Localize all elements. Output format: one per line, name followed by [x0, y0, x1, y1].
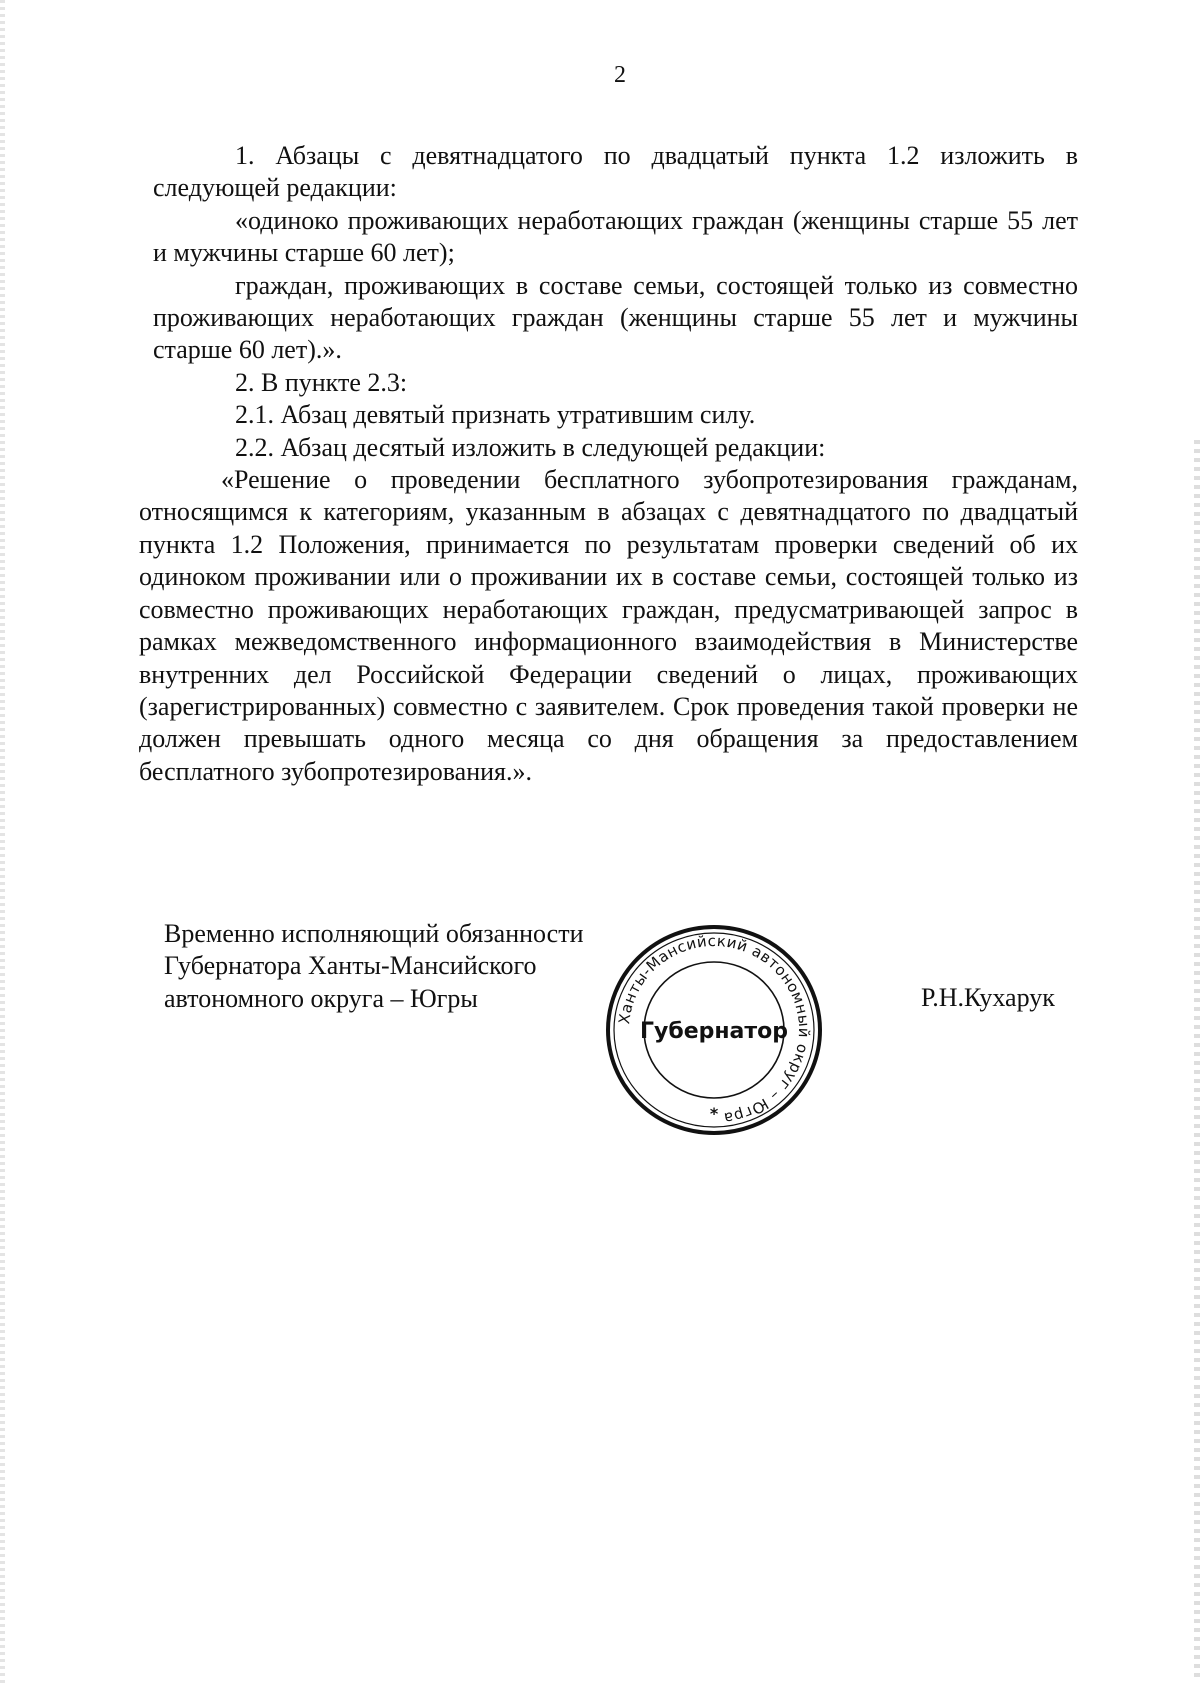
official-seal [600, 915, 828, 1135]
document-body [139, 140, 1078, 788]
paragraph-4: 2. В пункте 2.3: [235, 367, 408, 397]
page-number: 2 [614, 62, 626, 88]
paragraph-6: 2.2. Абзац десятый изложить в следующей редакции: [235, 432, 826, 462]
signatory-name: Р.Н.Кухарук [921, 983, 1055, 1012]
scan-edge-right [1194, 440, 1200, 1680]
paragraph-5: 2.1. Абзац девятый признать утратившим силу. [235, 400, 756, 430]
seal-ring-text: Ханты-Мансийский автономный округ – Югра [615, 931, 814, 1128]
signatory-position-line-3: автономного округа – Югры [164, 983, 478, 1013]
paragraph-3: граждан, проживающих в составе семьи, состоящей только из совместно проживающих неработающих граждан (женщины старше 55 лет и мужчины старше 60 лет).». [153, 270, 1078, 365]
scan-edge-left [0, 0, 5, 1686]
signatory-position-line-1: Временно исполняющий обязанности [164, 919, 584, 948]
paragraph-7: «Решение о проведении бесплатного зубопротезирования гражданам, относящимся к категориям, указанным в абзацах с девятнадцатого по двадцатый пункта 1.2 Положения, принимается по результатам проверки сведений об их одиноком проживании или о проживании их в составе семьи, состоящей только из совместно проживающих неработающих граждан, предусматривающей запрос в рамках межведомственного информационного взаимодействия в Министерстве внутренних дел Российской Федерации сведений о лицах, проживающих (зарегистрированных) совместно с заявителем. Срок проведения такой проверки не должен превышать одного месяца со дня обращения за предоставлением бесплатного зубопротезирования.». [139, 465, 1078, 786]
signatory-position-line-2: Губернатора Ханты-Мансийского [164, 951, 537, 981]
paragraph-2: «одиноко проживающих неработающих граждан (женщины старше 55 лет и мужчины старше 60 лет); [153, 205, 1078, 268]
seal-center-text: Губернатор [639, 1019, 789, 1044]
paragraph-1: 1. Абзацы с девятнадцатого по двадцатый пункта 1.2 изложить в следующей редакции: [153, 141, 1078, 203]
signatory-position [164, 918, 584, 1015]
seal-star: * [709, 1104, 719, 1123]
